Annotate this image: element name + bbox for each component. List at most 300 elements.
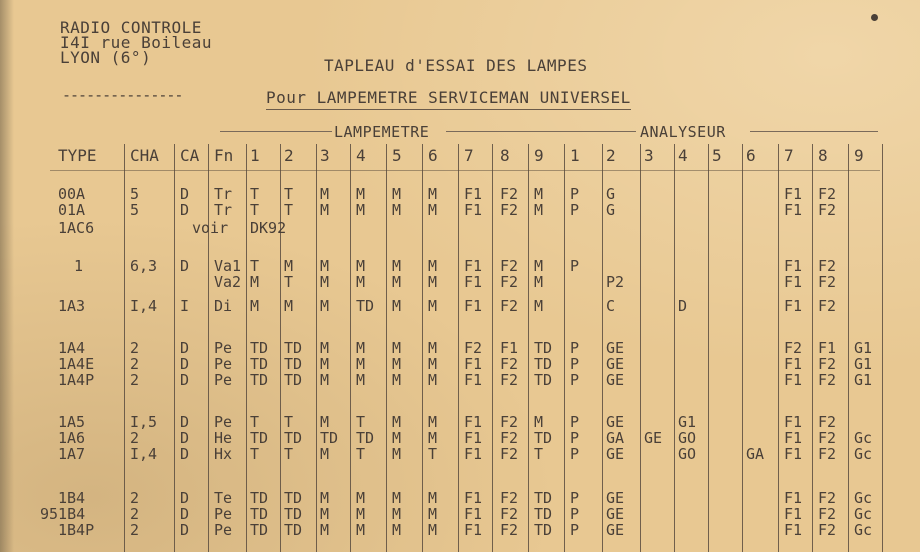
table-cell: M <box>392 355 402 373</box>
table-cell: M <box>356 201 366 219</box>
tube-type-cell: 1A5 <box>58 413 86 431</box>
column-divider <box>882 144 883 552</box>
table-cell: T <box>250 257 260 275</box>
table-cell: F1 <box>464 257 483 275</box>
column-header: 5 <box>392 146 402 165</box>
table-cell: P <box>570 185 580 203</box>
column-header: 5 <box>712 146 722 165</box>
table-cell: P <box>570 489 580 507</box>
tube-type-cell: 1A3 <box>58 297 86 315</box>
table-cell: 2 <box>130 505 140 523</box>
table-cell: F2 <box>464 339 483 357</box>
table-cell: TD <box>534 505 553 523</box>
table-cell: M <box>428 371 438 389</box>
table-cell: G1 <box>678 413 697 431</box>
table-cell: F2 <box>784 339 803 357</box>
table-cell: Gc <box>854 521 873 539</box>
table-cell: 2 <box>130 489 140 507</box>
table-cell: F1 <box>464 505 483 523</box>
column-header: TYPE <box>58 146 97 165</box>
table-cell: M <box>392 413 402 431</box>
table-cell: M <box>392 257 402 275</box>
table-cell: GE <box>606 355 625 373</box>
table-cell: GE <box>606 489 625 507</box>
table-cell: TD <box>284 371 303 389</box>
table-cell: M <box>320 185 330 203</box>
table-cell: D <box>180 429 190 447</box>
table-cell: TD <box>250 505 269 523</box>
table-cell: F1 <box>784 429 803 447</box>
column-divider <box>602 144 603 552</box>
table-cell: F2 <box>818 273 837 291</box>
tube-type-cell: 1A4 <box>58 339 86 357</box>
document-title: TAPLEAU d'ESSAI DES LAMPES <box>324 56 588 75</box>
table-cell: M <box>320 297 330 315</box>
table-cell: D <box>180 355 190 373</box>
table-cell: GE <box>606 339 625 357</box>
tube-type-cell: 1A7 <box>58 445 86 463</box>
table-cell: F1 <box>784 201 803 219</box>
table-cell: M <box>392 297 402 315</box>
table-cell: F2 <box>500 273 519 291</box>
table-cell: TD <box>534 355 553 373</box>
table-cell: TD <box>534 521 553 539</box>
table-cell: M <box>392 505 402 523</box>
table-cell: M <box>534 257 544 275</box>
table-cell: T <box>250 445 260 463</box>
table-cell: M <box>392 371 402 389</box>
table-cell: GE <box>606 445 625 463</box>
table-cell: F1 <box>464 355 483 373</box>
table-cell: 2 <box>130 339 140 357</box>
header-underline <box>50 170 880 171</box>
table-cell: D <box>180 445 190 463</box>
table-cell: 2 <box>130 521 140 539</box>
tube-type-cell: 1A4P <box>58 371 95 389</box>
column-header: 7 <box>784 146 794 165</box>
table-cell: C <box>606 297 616 315</box>
table-cell: P <box>570 257 580 275</box>
table-cell: 5 <box>130 201 140 219</box>
column-divider <box>350 144 351 552</box>
table-cell: T <box>356 445 366 463</box>
table-cell: 2 <box>130 429 140 447</box>
table-cell: D <box>180 413 190 431</box>
table-cell: Pe <box>214 355 233 373</box>
table-cell: T <box>534 445 544 463</box>
table-cell: GE <box>606 521 625 539</box>
table-cell: M <box>356 371 366 389</box>
table-cell: Va2 <box>214 273 242 291</box>
table-cell: M <box>356 185 366 203</box>
table-cell: F2 <box>500 355 519 373</box>
table-cell: F2 <box>818 445 837 463</box>
column-divider <box>812 144 813 552</box>
table-cell: F1 <box>784 413 803 431</box>
table-cell: F2 <box>500 371 519 389</box>
table-cell: GA <box>746 445 765 463</box>
column-header: 8 <box>818 146 828 165</box>
table-cell: P <box>570 429 580 447</box>
table-cell: M <box>250 273 260 291</box>
table-cell: voir <box>192 219 229 237</box>
table-cell: TD <box>534 489 553 507</box>
column-divider <box>708 144 709 552</box>
table-cell: M <box>320 445 330 463</box>
table-cell: Te <box>214 489 233 507</box>
table-cell: M <box>428 297 438 315</box>
table-cell: M <box>320 201 330 219</box>
table-cell: Va1 <box>214 257 242 275</box>
table-cell: F2 <box>500 521 519 539</box>
table-cell: D <box>180 257 190 275</box>
table-cell: M <box>320 371 330 389</box>
table-cell: D <box>678 297 688 315</box>
table-cell: M <box>392 521 402 539</box>
org-city: LYON (6°) <box>60 48 152 67</box>
table-cell: GE <box>606 413 625 431</box>
table-cell: M <box>428 185 438 203</box>
table-cell: F2 <box>500 445 519 463</box>
group-label-lampemetre: LAMPEMETRE <box>334 123 430 141</box>
table-cell: F2 <box>818 413 837 431</box>
table-cell: F2 <box>818 257 837 275</box>
table-cell: D <box>180 521 190 539</box>
table-cell: F2 <box>500 185 519 203</box>
table-cell: F2 <box>818 201 837 219</box>
table-cell: P <box>570 413 580 431</box>
table-cell: F1 <box>784 489 803 507</box>
table-cell: M <box>284 297 294 315</box>
table-cell: M <box>356 273 366 291</box>
ink-spot <box>871 14 878 21</box>
table-cell: TD <box>284 521 303 539</box>
torn-paper-edge <box>0 0 14 552</box>
table-cell: G1 <box>854 371 873 389</box>
column-divider <box>316 144 317 552</box>
table-cell: T <box>284 445 294 463</box>
table-cell: M <box>320 521 330 539</box>
table-cell: M <box>250 297 260 315</box>
table-cell: T <box>284 413 294 431</box>
table-cell: Tr <box>214 201 233 219</box>
column-divider <box>492 144 493 552</box>
table-cell: M <box>392 429 402 447</box>
table-cell: Pe <box>214 339 233 357</box>
table-cell: M <box>356 505 366 523</box>
tube-type-cell: 1B4P <box>58 521 95 539</box>
table-cell: M <box>356 521 366 539</box>
table-cell: P <box>570 505 580 523</box>
group-label-analyseur: ANALYSEUR <box>640 123 726 141</box>
table-cell: P <box>570 339 580 357</box>
table-cell: F2 <box>500 297 519 315</box>
table-cell: T <box>284 201 294 219</box>
table-cell: M <box>356 489 366 507</box>
column-divider <box>386 144 387 552</box>
table-cell: F2 <box>818 185 837 203</box>
table-cell: GE <box>644 429 663 447</box>
table-cell: G1 <box>854 339 873 357</box>
column-header: 9 <box>854 146 864 165</box>
column-header: 3 <box>644 146 654 165</box>
table-cell: F1 <box>464 371 483 389</box>
table-cell: G1 <box>854 355 873 373</box>
table-cell: Pe <box>214 521 233 539</box>
table-cell: G <box>606 185 616 203</box>
table-cell: M <box>320 355 330 373</box>
table-cell: P <box>570 521 580 539</box>
table-cell: T <box>284 185 294 203</box>
tube-type-cell: 01A <box>58 201 86 219</box>
column-header: 9 <box>534 146 544 165</box>
table-cell: M <box>428 201 438 219</box>
column-header: 2 <box>284 146 294 165</box>
table-cell: T <box>250 201 260 219</box>
column-header: 1 <box>250 146 260 165</box>
org-name: RADIO CONTROLE <box>60 18 202 37</box>
table-cell: Pe <box>214 505 233 523</box>
column-divider <box>246 144 247 552</box>
column-header: 3 <box>320 146 330 165</box>
table-cell: TD <box>250 429 269 447</box>
table-cell: F2 <box>500 505 519 523</box>
table-cell: GE <box>606 371 625 389</box>
column-header: 6 <box>428 146 438 165</box>
table-cell: M <box>392 445 402 463</box>
table-cell: M <box>392 489 402 507</box>
column-header: 4 <box>356 146 366 165</box>
table-cell: F2 <box>818 521 837 539</box>
table-cell: TD <box>356 429 375 447</box>
table-cell: F1 <box>784 273 803 291</box>
address-rule: --------------- <box>62 86 183 104</box>
table-cell: F1 <box>464 489 483 507</box>
table-cell: M <box>534 413 544 431</box>
table-cell: Tr <box>214 185 233 203</box>
table-cell: T <box>428 445 438 463</box>
column-divider <box>778 144 779 552</box>
table-cell: M <box>428 355 438 373</box>
table-cell: F1 <box>464 445 483 463</box>
organization-address <box>60 20 212 65</box>
table-cell: Hx <box>214 445 233 463</box>
table-cell: I,4 <box>130 297 158 315</box>
table-cell: TD <box>250 371 269 389</box>
table-cell: M <box>320 489 330 507</box>
table-cell: M <box>356 339 366 357</box>
table-cell: F1 <box>784 355 803 373</box>
document-subtitle: Pour LAMPEMETRE SERVICEMAN UNIVERSEL <box>266 88 631 110</box>
tube-type-cell: 1 <box>74 257 84 275</box>
table-cell: TD <box>356 297 375 315</box>
table-cell: F2 <box>500 489 519 507</box>
table-cell: TD <box>250 339 269 357</box>
table-cell: M <box>392 339 402 357</box>
table-cell: GE <box>606 505 625 523</box>
table-cell: F2 <box>818 505 837 523</box>
table-cell: DK92 <box>250 219 287 237</box>
table-cell: M <box>320 273 330 291</box>
table-cell: F1 <box>784 521 803 539</box>
table-cell: 5 <box>130 185 140 203</box>
table-cell: M <box>428 273 438 291</box>
group-rule-lampemetre-right <box>446 131 636 132</box>
table-cell: F1 <box>500 339 519 357</box>
table-cell: Gc <box>854 505 873 523</box>
table-cell: TD <box>534 371 553 389</box>
table-cell: M <box>428 339 438 357</box>
table-cell: Gc <box>854 429 873 447</box>
table-cell: M <box>320 505 330 523</box>
table-cell: 2 <box>130 371 140 389</box>
table-cell: M <box>284 257 294 275</box>
table-cell: D <box>180 371 190 389</box>
table-cell: F1 <box>784 445 803 463</box>
table-cell: TD <box>250 355 269 373</box>
table-cell: F1 <box>464 297 483 315</box>
tube-type-cell: 951B4 <box>40 505 86 523</box>
table-cell: He <box>214 429 233 447</box>
group-rule-lampemetre <box>220 131 332 132</box>
column-divider <box>280 144 281 552</box>
table-cell: F1 <box>784 185 803 203</box>
table-cell: TD <box>284 489 303 507</box>
table-cell: T <box>284 273 294 291</box>
column-header: 8 <box>500 146 510 165</box>
table-cell: D <box>180 489 190 507</box>
table-cell: Di <box>214 297 233 315</box>
table-cell: F1 <box>784 505 803 523</box>
column-header: CHA <box>130 146 159 165</box>
table-cell: T <box>250 185 260 203</box>
tube-type-cell: 1A4E <box>58 355 95 373</box>
table-cell: F1 <box>784 297 803 315</box>
table-cell: M <box>428 413 438 431</box>
table-cell: M <box>320 413 330 431</box>
table-cell: F2 <box>500 201 519 219</box>
table-cell: TD <box>534 429 553 447</box>
table-cell: TD <box>320 429 339 447</box>
table-cell: P <box>570 201 580 219</box>
column-header: 1 <box>570 146 580 165</box>
table-cell: F1 <box>464 273 483 291</box>
table-cell: F1 <box>818 339 837 357</box>
column-header: 2 <box>606 146 616 165</box>
table-cell: TD <box>284 355 303 373</box>
table-cell: F1 <box>464 413 483 431</box>
column-divider <box>208 144 209 552</box>
table-cell: M <box>356 257 366 275</box>
table-cell: T <box>356 413 366 431</box>
table-cell: M <box>428 505 438 523</box>
table-cell: TD <box>284 505 303 523</box>
table-cell: M <box>428 521 438 539</box>
tube-type-cell: 1A6 <box>58 429 86 447</box>
column-divider <box>422 144 423 552</box>
table-cell: TD <box>534 339 553 357</box>
table-cell: F2 <box>500 413 519 431</box>
column-divider <box>640 144 641 552</box>
table-cell: Pe <box>214 413 233 431</box>
table-cell: M <box>392 273 402 291</box>
column-divider <box>528 144 529 552</box>
table-cell: P <box>570 371 580 389</box>
table-cell: Gc <box>854 445 873 463</box>
table-cell: M <box>320 339 330 357</box>
table-cell: F2 <box>818 429 837 447</box>
table-cell: M <box>356 355 366 373</box>
group-rule-analyseur <box>750 131 878 132</box>
table-cell: F2 <box>818 371 837 389</box>
table-cell: M <box>428 257 438 275</box>
table-cell: GO <box>678 445 697 463</box>
table-cell: D <box>180 201 190 219</box>
table-cell: F1 <box>464 429 483 447</box>
table-cell: P <box>570 445 580 463</box>
table-cell: I,5 <box>130 413 158 431</box>
table-cell: F2 <box>818 489 837 507</box>
column-divider <box>124 144 125 552</box>
column-header: 4 <box>678 146 688 165</box>
table-cell: G <box>606 201 616 219</box>
column-divider <box>564 144 565 552</box>
table-cell: D <box>180 339 190 357</box>
table-cell: I <box>180 297 190 315</box>
table-cell: TD <box>284 429 303 447</box>
tube-type-cell: 00A <box>58 185 86 203</box>
table-cell: TD <box>250 489 269 507</box>
column-divider <box>174 144 175 552</box>
table-cell: P <box>570 355 580 373</box>
table-cell: F1 <box>784 371 803 389</box>
table-cell: F1 <box>464 185 483 203</box>
table-cell: M <box>534 273 544 291</box>
column-header: 7 <box>464 146 474 165</box>
column-divider <box>458 144 459 552</box>
table-cell: F1 <box>784 257 803 275</box>
table-cell: TD <box>250 521 269 539</box>
table-cell: F1 <box>464 201 483 219</box>
table-cell: GO <box>678 429 697 447</box>
table-cell: F2 <box>818 297 837 315</box>
table-cell: TD <box>284 339 303 357</box>
table-cell: D <box>180 185 190 203</box>
table-cell: Pe <box>214 371 233 389</box>
table-cell: M <box>428 489 438 507</box>
column-divider <box>674 144 675 552</box>
table-cell: T <box>250 413 260 431</box>
table-cell: F2 <box>818 355 837 373</box>
column-header: CA <box>180 146 200 165</box>
column-divider <box>848 144 849 552</box>
column-header: 6 <box>746 146 756 165</box>
table-cell: 6,3 <box>130 257 158 275</box>
table-cell: M <box>320 257 330 275</box>
table-cell: M <box>534 185 544 203</box>
table-cell: M <box>392 185 402 203</box>
table-cell: P2 <box>606 273 625 291</box>
column-divider <box>742 144 743 552</box>
table-cell: F1 <box>464 521 483 539</box>
table-cell: 2 <box>130 355 140 373</box>
table-cell: GA <box>606 429 625 447</box>
table-cell: M <box>428 429 438 447</box>
tube-type-cell: 1B4 <box>58 489 86 507</box>
table-cell: F2 <box>500 257 519 275</box>
column-header: Fn <box>214 146 234 165</box>
org-street: I4I rue Boileau <box>60 33 212 52</box>
